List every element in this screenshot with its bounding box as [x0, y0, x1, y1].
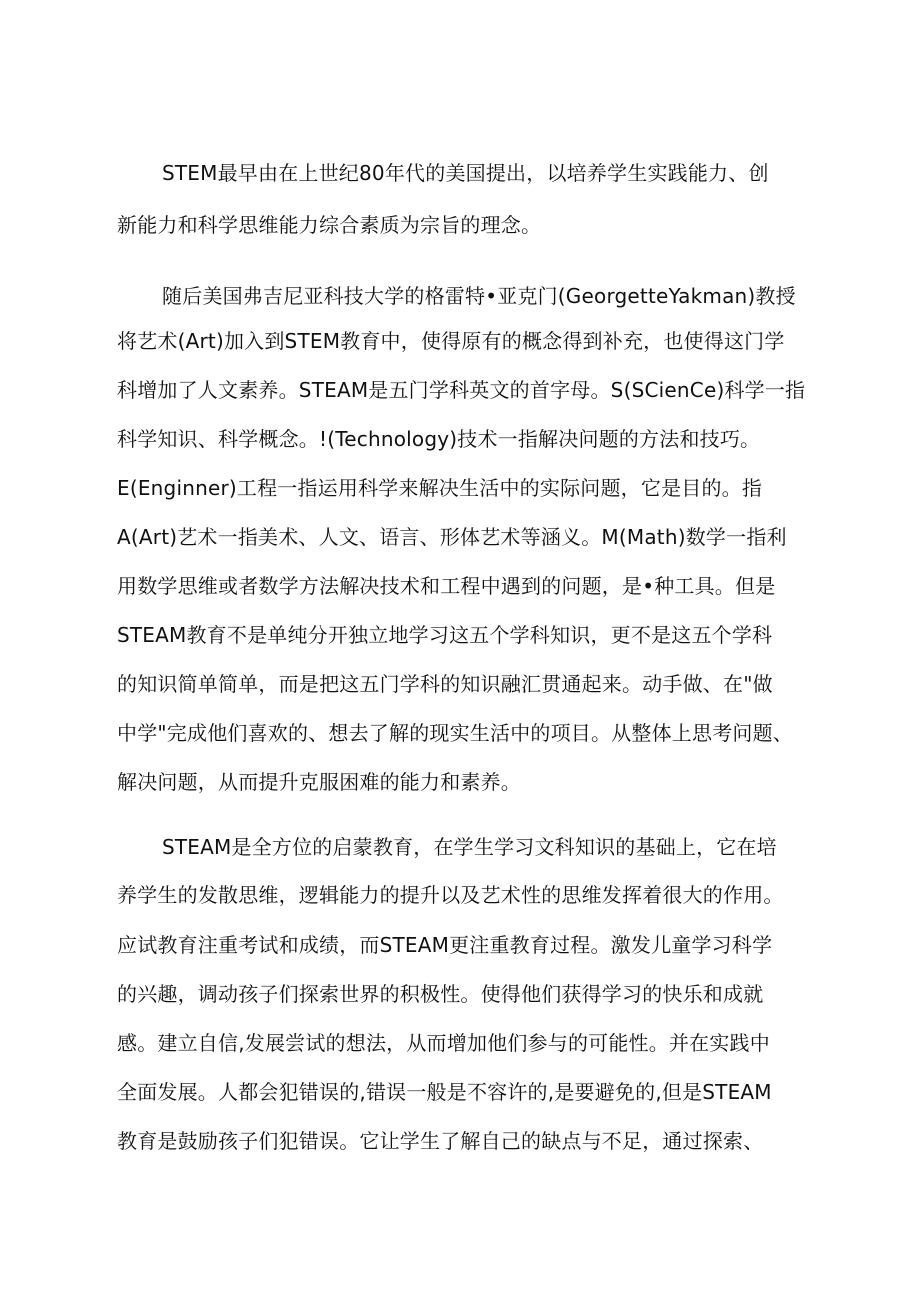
paragraph-2-line-9: 的知识简单简单，而是把这五门学科的知识融汇贯通起来。动手做、在"做	[117, 672, 773, 696]
paragraph-3-line-3: 应试教育注重考试和成绩，而STEAM更注重教育过程。激发儿童学习科学	[117, 933, 773, 957]
paragraph-2-line-8: STEAM教育不是单纯分开独立地学习这五个学科知识，更不是这五个学科	[117, 623, 773, 647]
paragraph-2-line-5: E(Enginner)工程一指运用科学来解决生活中的实际问题，它是目的。指	[117, 476, 763, 500]
paragraph-1-line-2: 新能力和科学思维能力综合素质为宗旨的理念。	[117, 213, 542, 237]
paragraph-3-line-5: 感。建立自信,发展尝试的想法，从而增加他们参与的可能性。并在实践中	[117, 1031, 770, 1055]
paragraph-3-line-7: 教育是鼓励孩子们犯错误。它让学生了解自己的缺点与不足，通过探索、	[117, 1129, 764, 1153]
paragraph-1-line-1: STEM最早由在上世纪80年代的美国提出，以培养学生实践能力、创	[162, 161, 769, 185]
paragraph-3-line-1: STEAM是全方位的启蒙教育，在学生学习文科知识的基础上，它在培	[162, 835, 777, 859]
paragraph-2-line-7: 用数学思维或者数学方法解决技术和工程中遇到的问题，是•种工具。但是	[117, 574, 776, 598]
paragraph-2-line-4: 科学知识、科学概念。!(Technology)技术一指解决问题的方法和技巧。	[117, 427, 761, 451]
paragraph-2-line-10: 中学"完成他们喜欢的、想去了解的现实生活中的项目。从整体上思考问题、	[117, 721, 793, 745]
paragraph-3-line-4: 的兴趣，调动孩子们探索世界的积极性。使得他们获得学习的快乐和成就	[117, 982, 764, 1006]
paragraph-2-line-1: 随后美国弗吉尼亚科技大学的格雷特•亚克门(GeorgetteYakman)教授	[162, 284, 796, 308]
paragraph-3-line-6: 全面发展。人都会犯错误的,错误一般是不容许的,是要避免的,但是STEAM	[117, 1080, 772, 1104]
paragraph-2-line-11: 解决问题，从而提升克服困难的能力和素养。	[117, 770, 521, 794]
paragraph-2-line-2: 将艺术(Art)加入到STEM教育中，使得原有的概念得到补充，也使得这门学	[117, 329, 785, 353]
paragraph-3-line-2: 养学生的发散思维，逻辑能力的提升以及艺术性的思维发挥着很大的作用。	[117, 883, 784, 907]
paragraph-2-line-3: 科增加了人文素养。STEAM是五门学科英文的首字母。S(SCienCe)科学一指	[117, 378, 806, 402]
paragraph-2-line-6: A(Art)艺术一指美术、人文、语言、形体艺术等涵义。M(Math)数学一指利	[117, 525, 787, 549]
